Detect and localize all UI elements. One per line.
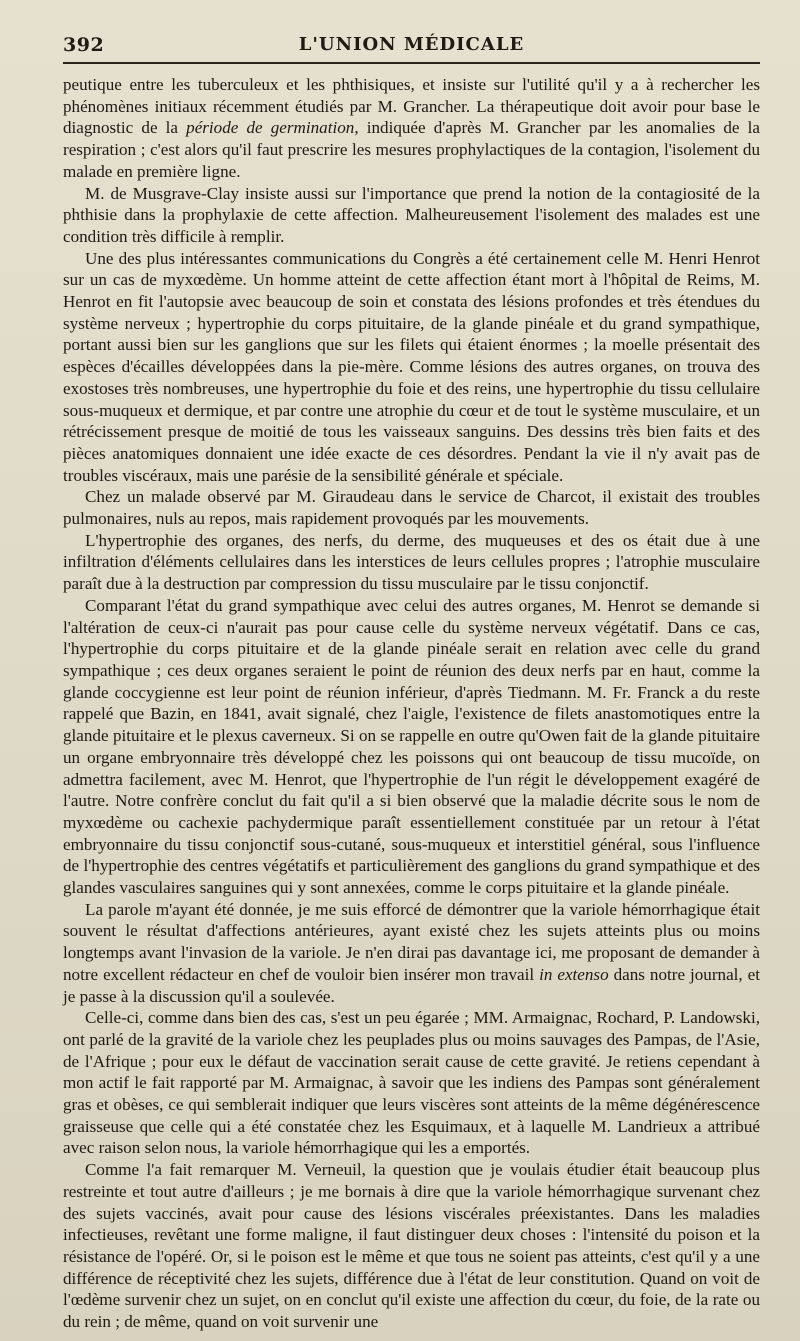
- page-header: [63, 28, 760, 64]
- running-head: L'UNION MÉDICALE: [298, 34, 525, 55]
- paragraph-text: , indiquée d'après M. Grancher par les anomalies de la respiration ; c'est alors qu'il faut prescrire les mesures prophylactiques de la contagion, l'isolement du malade en première ligne.: [63, 118, 760, 181]
- paragraph: Une des plus intéressantes communications du Congrès a été certainement celle M. Henri Henrot sur un cas de myxœdème. Un homme atteint de cette affection étant mort à l'hôpital de Reims, M. Henrot en fit l'autopsie avec beaucoup de soin et constata des lésions profondes et très étendues du système nerveux ; hypertrophie du corps pituitaire, de la glande pinéale et du grand sympathique, portant aussi bien sur les ganglions que sur les filets qui étaient énormes ; la moelle présentait des espèces d'écailles développées dans la pie-mère. Comme lésions des autres organes, on trouva des exostoses très nombreuses, une hypertrophie du foie et des reins, une hypertrophie du tissu cellulaire sous-muqueux et dermique, et par contre une atrophie du cœur et de tout le système musculaire, et un rétrécissement presque de moitié de tous les vaisseaux sanguins. Des dessins très bien faits et des pièces anatomiques donnaient une idée exacte de ces désordres. Pendant la vie il n'y avait pas de troubles viscéraux, mais une parésie de la sensibilité générale et spéciale.: [63, 248, 760, 485]
- paragraph: Celle-ci, comme dans bien des cas, s'est un peu égarée ; MM. Armaignac, Rochard, P. Landowski, ont parlé de la gravité de la variole chez les peuplades plus ou moins sauvages des Pampas, de l'Asie, de l'Afrique ; pour eux le défaut de vaccination serait cause de cette gravité. Je retiens cependant à mon actif le fait rapporté par M. Armaignac, à savoir que les indiens des Pampas sont généralement gras et obèses, ce qui semblerait indiquer que leurs viscères sont atteints de la même dégénérescence graisseuse que celle qui a été constatée chez les Esquimaux, et à laquelle M. Landrieux a attribué avec raison selon nous, la variole hémorrhagique qui les a emportés.: [63, 1008, 760, 1158]
- paragraph-text: dans notre journal, et je passe à la discussion qu'il a soulevée.: [63, 964, 761, 1006]
- italic-term: période de germination: [186, 118, 355, 138]
- page-number: 392: [63, 34, 105, 56]
- paragraph: Chez un malade observé par M. Giraudeau dans le service de Charcot, il existait des troubles pulmonaires, nuls au repos, mais rapidement provoqués par les mouvements.: [63, 487, 760, 529]
- paragraph-text: La parole m'ayant été donnée, je me suis efforcé de démontrer que la variole hémorrhagique était souvent le résultat d'affections antérieures, ayant existé chez les sujets atteints plus ou moins longtemps avant l'invasion de la variole. Je n'en dirai pas davantage ici, me proposant de demander à notre excellent rédacteur en chef de vouloir bien insérer mon travail: [63, 899, 760, 984]
- article-body: [63, 74, 760, 1333]
- paragraph-text: peutique entre les tuberculeux et les phthisiques, et insiste sur l'utilité qu'il y a à rechercher les phénomènes initiaux récemment étudiés par M. Grancher. La thérapeutique doit avoir pour base le diagnostic de la: [63, 75, 760, 138]
- paragraph: M. de Musgrave-Clay insiste aussi sur l'importance que prend la notion de la contagiosité de la phthisie dans la prophylaxie de cette affection. Malheureusement l'isolement des malades est une condition très difficile à remplir.: [63, 183, 760, 246]
- paragraph: [63, 74, 760, 183]
- paragraph: [63, 899, 760, 1008]
- paragraph: Comparant l'état du grand sympathique avec celui des autres organes, M. Henrot se demande si l'altération de ceux-ci n'aurait pas pour cause celle du système nerveux végétatif. Dans ce cas, l'hypertrophie du corps pituitaire et de la glande pinéale serait en relation avec celle du grand sympathique ; ces deux organes seraient le point de réunion des deux nerfs par en haut, comme la glande coccygienne est leur point de réunion inférieur, d'après Tiedmann. M. Fr. Franck a du reste rappelé que Bazin, en 1841, avait signalé, chez l'aigle, l'existence de filets anastomotiques entre la glande pituitaire et le plexus caverneux. Si on se rappelle en outre qu'Owen fait de la glande pituitaire un organe embryonnaire très développé chez les poissons qui ont beaucoup de tissu mucoïde, on admettra facilement, avec M. Henrot, que l'hypertrophie de l'un régit le développement exagéré de l'autre. Notre confrère conclut du fait qu'il a si bien observé que la maladie décrite sous le nom de myxœdème ou cachexie pachydermique paraît essentiellement constituée par un retour à l'état embryonnaire du tissu conjonctif sous-cutané, sous-muqueux et interstitiel général, sous l'influence de l'hypertrophie des centres végétatifs et particulièrement des ganglions du grand sympathique et des glandes vasculaires sanguines qui y sont annexées, comme le corps pituitaire et la glande pinéale.: [63, 595, 760, 898]
- paragraph: L'hypertrophie des organes, des nerfs, du derme, des muqueuses et des os était due à une infiltration d'éléments cellulaires dans les interstices de leurs cellules propres ; l'atrophie musculaire paraît due à la destruction par compression du tissu musculaire par le tissu conjonctif.: [63, 530, 760, 594]
- italic-term: in extenso: [539, 964, 609, 984]
- paragraph: Comme l'a fait remarquer M. Verneuil, la question que je voulais étudier était beaucoup plus restreinte et tout autre d'ailleurs ; je me bornais à dire que la variole hémorrhagique survenant chez des sujets vaccinés, avait pour cause des lésions viscérales préexistantes. Dans les maladies infectieuses, revêtant une forme maligne, il faut distinguer deux choses : l'intensité du poison et la résistance de l'opéré. Or, si le poison est le même et que tous ne soient pas atteints, c'est qu'il y a une différence de réceptivité chez les sujets, différence due à l'état de leur constitution. Quand on voit de l'œdème survenir chez un sujet, on en conclut qu'il existe une affection du cœur, du foie, de la rate ou du rein ; de même, quand on voit survenir une: [63, 1160, 760, 1332]
